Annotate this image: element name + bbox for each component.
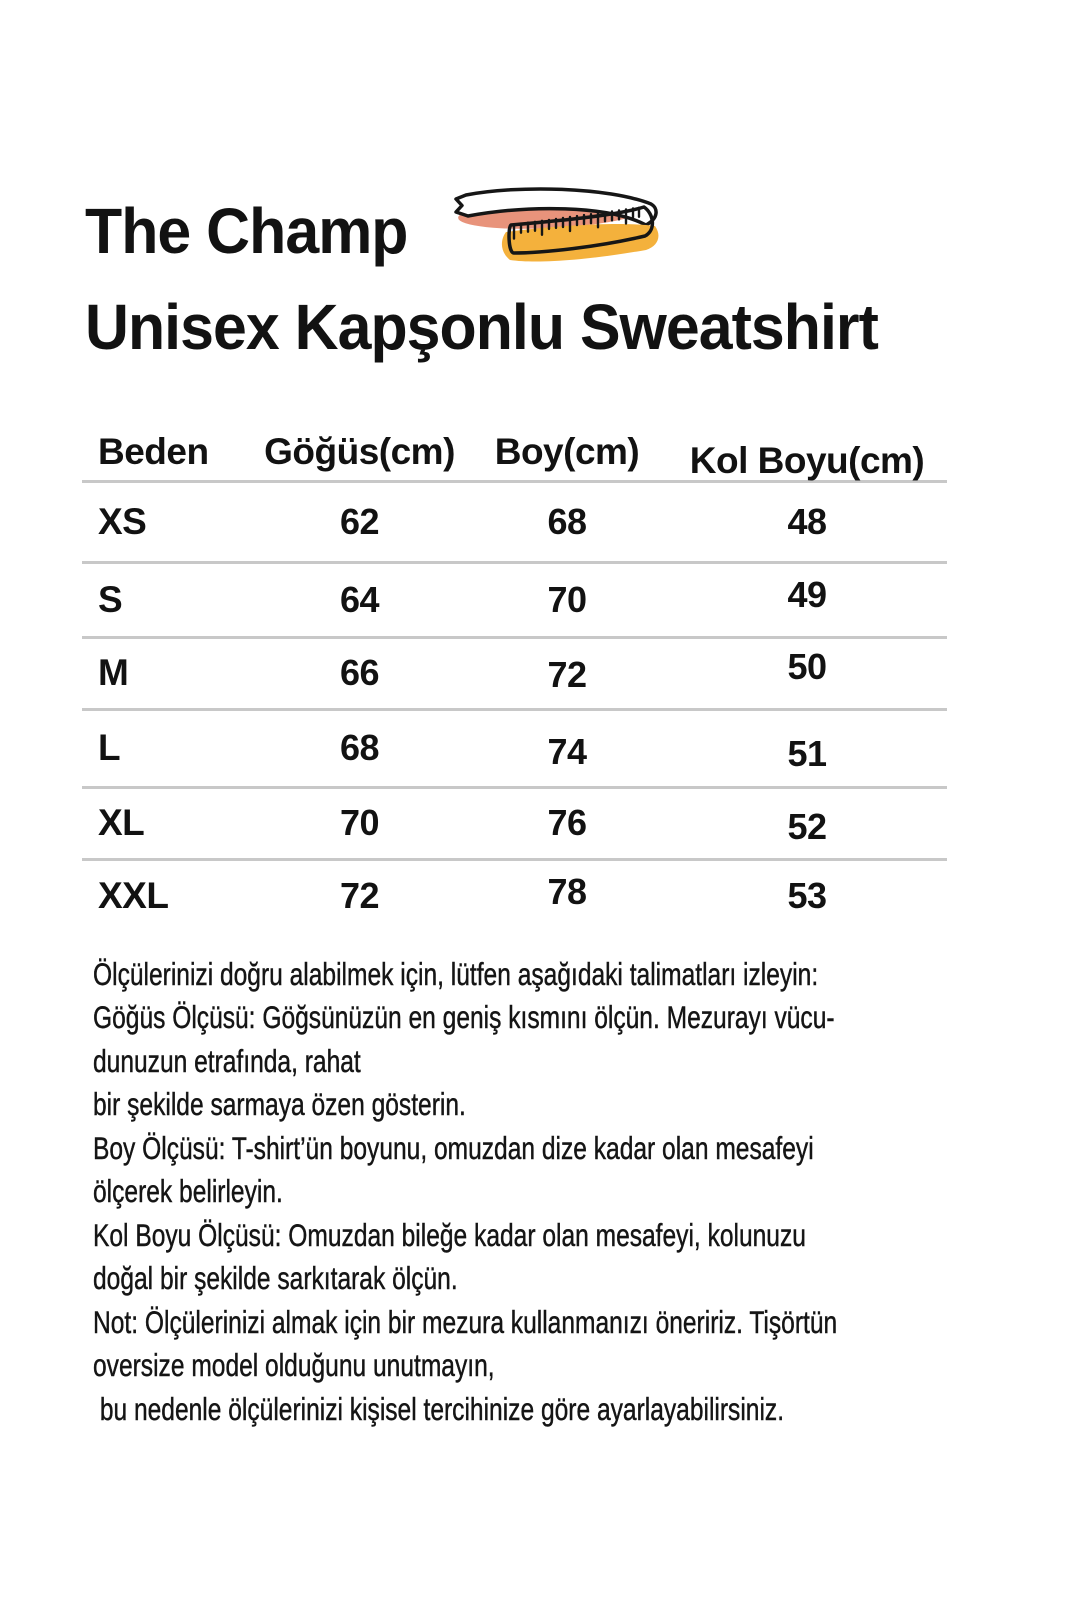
chest-cell: 68 [339,727,380,769]
table-row [82,483,947,564]
length-cell: 78 [547,870,587,912]
size-cell: L [98,727,121,769]
chest-cell: 70 [339,802,380,844]
product-title [85,190,1067,361]
chest-cell: 64 [339,578,380,620]
instruction-line: Ölçülerinizi doğru alabilmek için, lütfen aşağıdaki talimatları izleyin: [93,955,819,992]
column-header-beden: Beden [98,430,209,472]
product-title-line1: The Champ [85,194,408,267]
table-row [82,711,947,789]
length-cell: 72 [547,654,587,696]
size-cell: XXL [98,874,169,916]
tape-measure-icon [448,184,663,272]
instruction-line: Göğüs Ölçüsü: Göğsünüzün en geniş kısmını ölçün. Mezurayı vücu- [93,999,835,1036]
table-row [82,639,947,711]
instruction-line: bu nedenle ölçülerinizi kişisel tercihinize göre ayarlayabilirsiniz. [93,1390,785,1427]
length-cell: 74 [547,731,587,773]
size-table [82,425,947,931]
column-header-boy: Boy(cm) [494,430,640,472]
sleeve-cell: 51 [787,733,827,775]
column-header-gogus: Göğüs(cm) [264,430,455,472]
instruction-line: bir şekilde sarmaya özen gösterin. [93,1086,466,1123]
product-title-line2: Unisex Kapşonlu Sweatshirt [85,291,878,363]
measuring-instructions [93,953,1041,1432]
sleeve-cell: 49 [787,573,827,615]
length-cell: 70 [547,578,587,620]
size-table-header [82,425,947,483]
instruction-line: oversize model olduğunu unutmayın, [93,1347,495,1384]
size-cell: XL [98,802,145,844]
instruction-line: Not: Ölçülerinizi almak için bir mezura kullanmanızı öneririz. Tişörtün [93,1303,838,1340]
instruction-line: doğal bir şekilde sarkıtarak ölçün. [93,1260,458,1297]
chest-cell: 72 [339,874,380,916]
sleeve-cell: 48 [787,500,827,542]
length-cell: 68 [547,500,587,542]
size-cell: XS [98,500,147,542]
instruction-line: dunuzun etrafında, rahat [93,1042,361,1079]
column-header-kol-boyu: Kol Boyu(cm) [689,439,925,481]
chest-cell: 62 [339,500,380,542]
instruction-line: ölçerek belirleyin. [93,1173,283,1210]
sleeve-cell: 53 [787,874,827,916]
chest-cell: 66 [339,652,380,694]
table-row [82,789,947,861]
instruction-line: Boy Ölçüsü: T-shirt’ün boyunu, omuzdan dize kadar olan mesafeyi [93,1129,814,1166]
size-table-body [82,483,947,931]
length-cell: 76 [547,802,587,844]
sleeve-cell: 50 [787,646,827,688]
size-cell: S [98,578,123,620]
instruction-line: Kol Boyu Ölçüsü: Omuzdan bileğe kadar olan mesafeyi, kolunuzu [93,1216,806,1253]
sleeve-cell: 52 [787,806,827,848]
size-cell: M [98,652,129,694]
table-row [82,861,947,931]
table-row [82,564,947,639]
